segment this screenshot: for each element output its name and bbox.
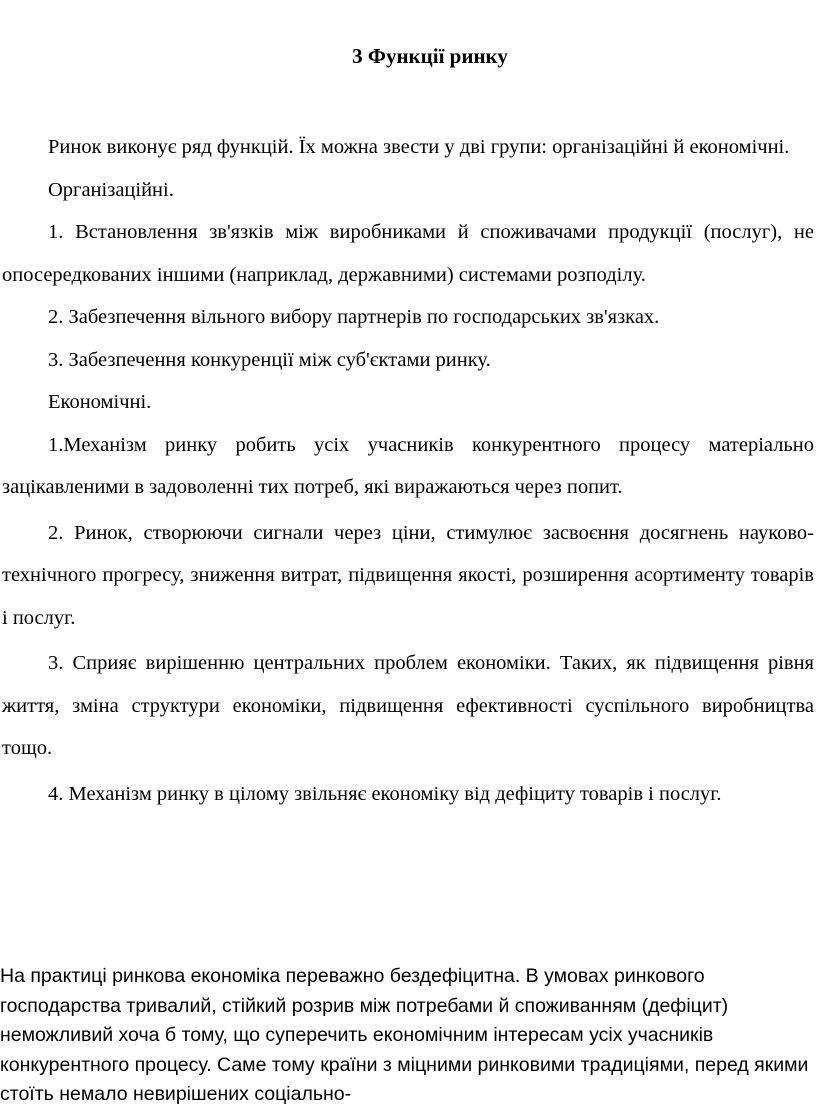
paragraph-organizational-2: 2. Забезпечення вільного вибору партнерів по господарських зв'язках. — [48, 306, 660, 328]
paragraph-economic-4: 4. Механізм ринку в цілому звільняє економіку від дефіциту товарів і послуг. — [48, 782, 722, 805]
paragraph-organizational-heading: Організаційні. — [48, 178, 174, 201]
paragraph-economic-1: 1.Механізм ринку робить усіх учасників конкурентного процесу матеріально зацікавленими в задоволенні тих потреб, які виражаються через попит. — [2, 433, 814, 498]
page-title: 3 Функції ринку — [352, 44, 508, 68]
paragraph-organizational-1: 1. Встановлення зв'язків між виробниками й споживачами продукції (послуг), не опосередкованих іншими (наприклад, державними) системами розподілу. — [2, 221, 814, 286]
paragraph-economic-heading: Економічні. — [48, 391, 152, 413]
paragraph-organizational-3: 3. Забезпечення конкуренції між суб'єктами ринку. — [48, 348, 491, 371]
paragraph-tail: На практиці ринкова економіка переважно бездефіцитна. В умовах ринкового господарства тривалий, стійкий розрив між потребами й споживанням (дефіцит) неможливий хоча б тому, що суперечить економічним інтересам усіх учасників конкурентного процесу. Саме тому країни з міцними ринковими традиціями, перед якими стоїть немало невирішених соціально- — [0, 965, 809, 1105]
paragraph-economic-3: 3. Сприяє вирішенню центральних проблем економіки. Таких, як підвищення рівня життя, зміна структури економіки, підвищення ефективності суспільного виробництва тощо. — [2, 652, 814, 759]
document-body — [2, 126, 814, 815]
paragraph-intro: Ринок виконує ряд функцій. Їх можна звести у дві групи: організаційні й економічні. — [48, 136, 790, 158]
paragraph-economic-2: 2. Ринок, створюючи сигнали через ціни, стимулює засвоєння досягнень науково-технічного прогресу, зниження витрат, підвищення якості, розширення асортименту товарів і послуг. — [2, 521, 814, 629]
